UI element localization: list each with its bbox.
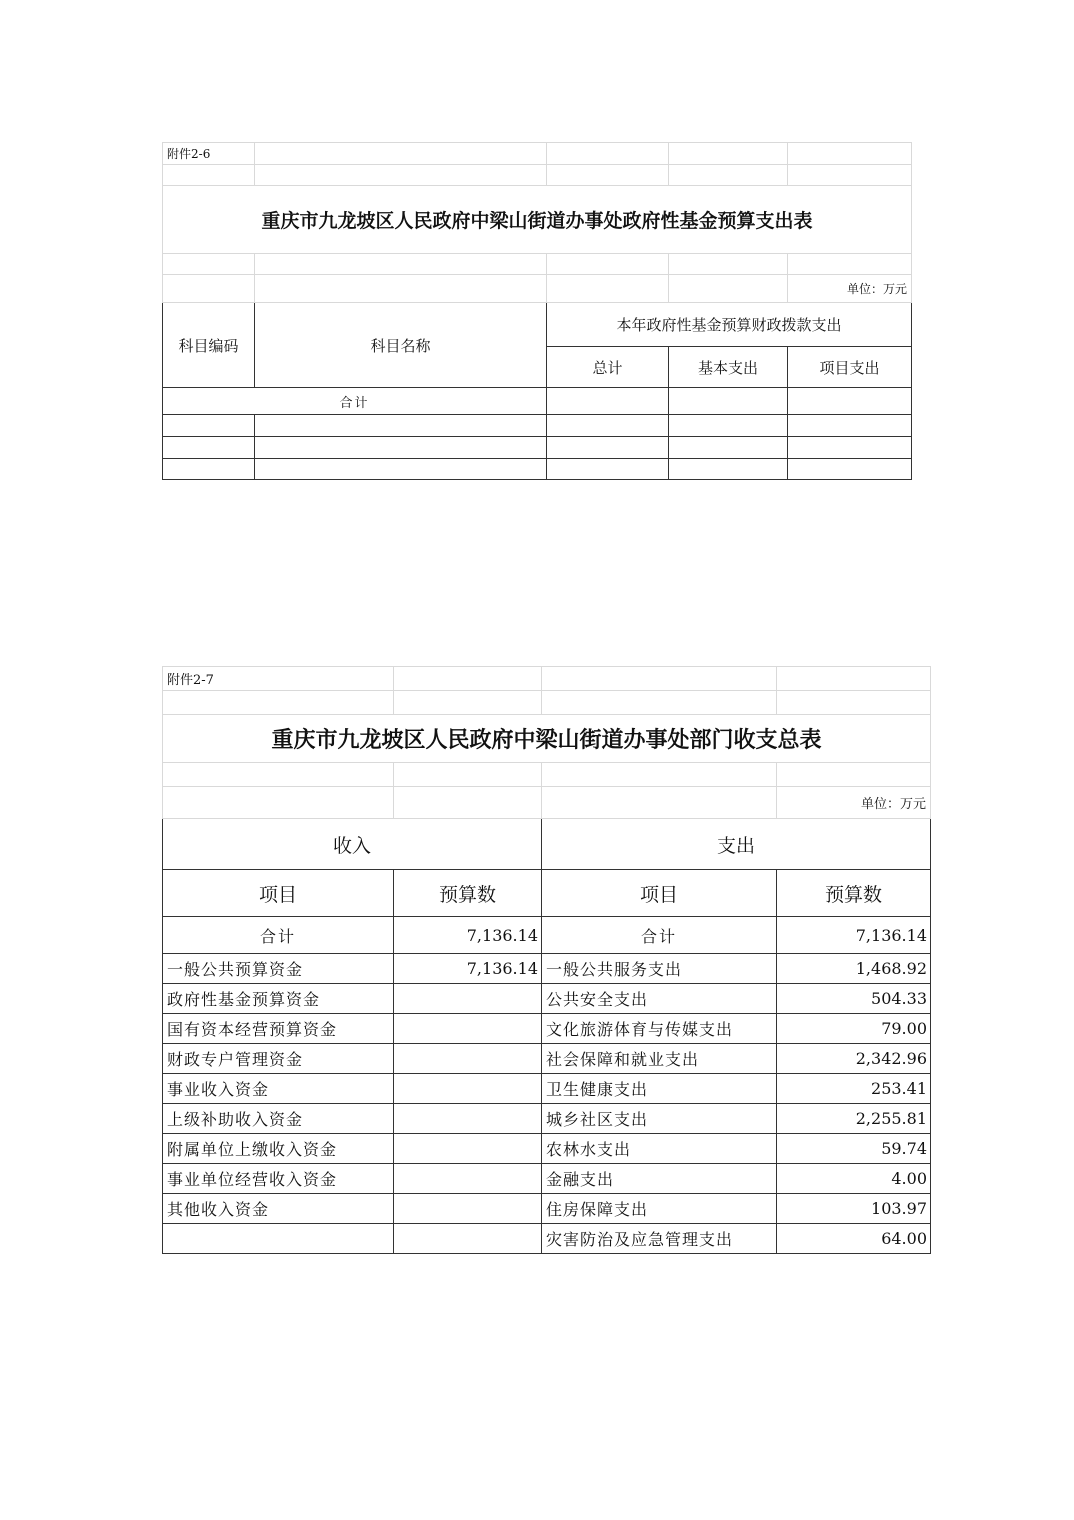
table-title: 重庆市九龙坡区人民政府中梁山街道办事处政府性基金预算支出表 xyxy=(163,186,912,254)
income-expense-summary-table xyxy=(162,666,931,1254)
expense-item: 农林水支出 xyxy=(542,1134,777,1164)
income-amount: 7,136.14 xyxy=(394,917,542,954)
attachment-label: 附件2-6 xyxy=(163,143,255,165)
expense-amount: 59.74 xyxy=(777,1134,931,1164)
unit-label: 单位：万元 xyxy=(788,275,912,303)
expense-item: 合计 xyxy=(542,917,777,954)
income-item: 上级补助收入资金 xyxy=(163,1104,394,1134)
table-row xyxy=(163,1014,931,1044)
table-row xyxy=(163,1044,931,1074)
expense-item: 住房保障支出 xyxy=(542,1194,777,1224)
income-amount xyxy=(394,1134,542,1164)
income-item: 国有资本经营预算资金 xyxy=(163,1014,394,1044)
table-row xyxy=(163,1164,931,1194)
income-item: 合计 xyxy=(163,917,394,954)
table-row xyxy=(163,415,912,437)
header-expense-budget: 预算数 xyxy=(777,870,931,917)
income-item: 事业收入资金 xyxy=(163,1074,394,1104)
expense-amount: 64.00 xyxy=(777,1224,931,1254)
expense-item: 社会保障和就业支出 xyxy=(542,1044,777,1074)
expense-amount: 79.00 xyxy=(777,1014,931,1044)
attachment-label: 附件2-7 xyxy=(163,667,394,691)
expense-amount: 7,136.14 xyxy=(777,917,931,954)
expense-amount: 1,468.92 xyxy=(777,954,931,984)
expense-amount: 4.00 xyxy=(777,1164,931,1194)
header-subject-code: 科目编码 xyxy=(163,303,255,388)
table-row xyxy=(163,1224,931,1254)
expense-item: 金融支出 xyxy=(542,1164,777,1194)
income-amount xyxy=(394,1104,542,1134)
expense-amount: 2,255.81 xyxy=(777,1104,931,1134)
table-row xyxy=(163,437,912,459)
income-item: 一般公共预算资金 xyxy=(163,954,394,984)
table-row xyxy=(163,459,912,480)
table-title: 重庆市九龙坡区人民政府中梁山街道办事处部门收支总表 xyxy=(163,715,931,763)
table-row xyxy=(163,984,931,1014)
income-amount xyxy=(394,1194,542,1224)
expense-item: 卫生健康支出 xyxy=(542,1074,777,1104)
expense-item: 一般公共服务支出 xyxy=(542,954,777,984)
income-amount xyxy=(394,1164,542,1194)
header-expense-item: 项目 xyxy=(542,870,777,917)
income-item: 附属单位上缴收入资金 xyxy=(163,1134,394,1164)
expense-item: 公共安全支出 xyxy=(542,984,777,1014)
expense-item: 灾害防治及应急管理支出 xyxy=(542,1224,777,1254)
header-project: 项目支出 xyxy=(788,347,912,388)
table-row xyxy=(163,1194,931,1224)
table-row xyxy=(163,1134,931,1164)
income-amount xyxy=(394,1044,542,1074)
fund-expenditure-table xyxy=(162,142,912,480)
income-item xyxy=(163,1224,394,1254)
income-item: 政府性基金预算资金 xyxy=(163,984,394,1014)
table-row xyxy=(163,1074,931,1104)
header-subject-name: 科目名称 xyxy=(255,303,547,388)
total-row xyxy=(163,917,931,954)
expense-item: 文化旅游体育与传媒支出 xyxy=(542,1014,777,1044)
expense-amount: 253.41 xyxy=(777,1074,931,1104)
unit-label: 单位：万元 xyxy=(777,787,931,819)
header-income: 收入 xyxy=(163,819,542,870)
header-income-item: 项目 xyxy=(163,870,394,917)
income-item: 财政专户管理资金 xyxy=(163,1044,394,1074)
header-fund-group: 本年政府性基金预算财政拨款支出 xyxy=(547,303,912,347)
table-row xyxy=(163,1104,931,1134)
expense-amount: 103.97 xyxy=(777,1194,931,1224)
expense-amount: 2,342.96 xyxy=(777,1044,931,1074)
income-amount xyxy=(394,1224,542,1254)
header-income-budget: 预算数 xyxy=(394,870,542,917)
header-expense: 支出 xyxy=(542,819,931,870)
total-row-label: 合计 xyxy=(163,388,547,415)
income-item: 其他收入资金 xyxy=(163,1194,394,1224)
income-amount xyxy=(394,984,542,1014)
expense-item: 城乡社区支出 xyxy=(542,1104,777,1134)
table-row xyxy=(163,954,931,984)
income-amount xyxy=(394,1074,542,1104)
income-amount: 7,136.14 xyxy=(394,954,542,984)
income-amount xyxy=(394,1014,542,1044)
expense-amount: 504.33 xyxy=(777,984,931,1014)
income-item: 事业单位经营收入资金 xyxy=(163,1164,394,1194)
header-total: 总计 xyxy=(547,347,669,388)
header-basic: 基本支出 xyxy=(669,347,788,388)
